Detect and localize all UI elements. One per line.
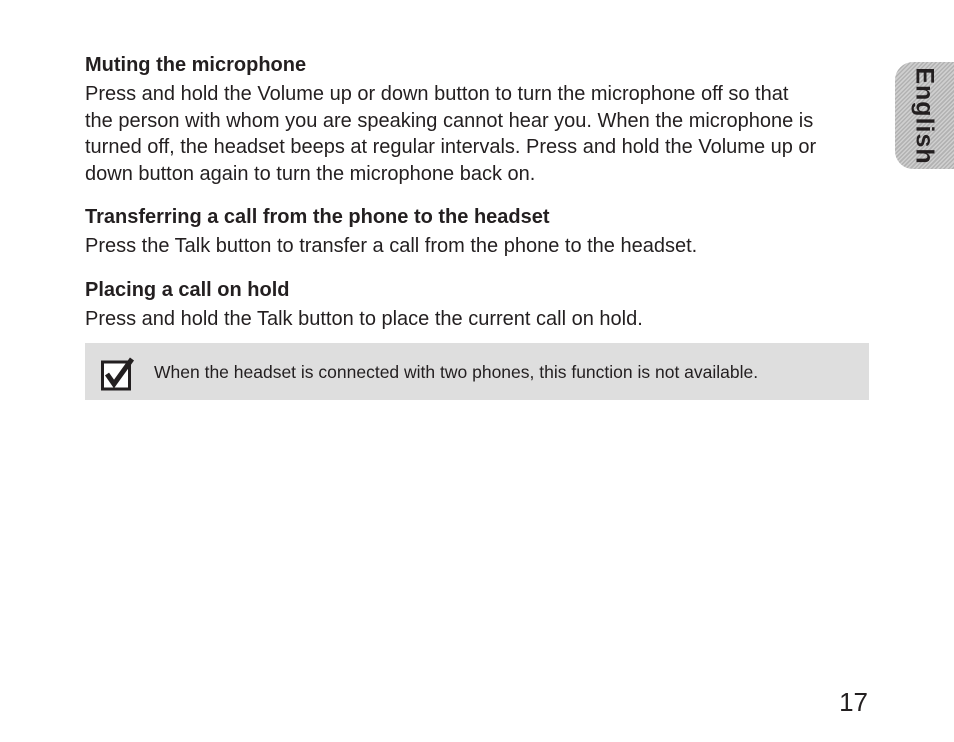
section-muting: [85, 52, 875, 187]
body-line: down button again to turn the microphone back on.: [85, 162, 536, 185]
section-hold: [85, 277, 875, 333]
section-title: Transferring a call from the phone to the headset: [85, 206, 550, 228]
note-box: [85, 343, 869, 400]
body-line: turned off, the headset beeps at regular intervals. Press and hold the Volume up or: [85, 136, 817, 158]
body-line: Press the Talk button to transfer a call from the phone to the headset.: [85, 235, 698, 257]
section-title: Muting the microphone: [85, 54, 307, 76]
body-line: Press and hold the Talk button to place the current call on hold.: [85, 308, 643, 330]
section-title: Placing a call on hold: [85, 279, 290, 301]
section-transferring: [85, 204, 875, 260]
page-number: 17: [839, 687, 868, 717]
language-label: English: [910, 67, 939, 165]
note-text: When the headset is connected with two phones, this function is not available.: [154, 362, 759, 382]
section-body: [85, 81, 875, 187]
body-line: Press and hold the Volume up or down button to turn the microphone off so that: [85, 83, 789, 105]
section-body: [85, 306, 875, 333]
checkbox-check-icon: [101, 357, 135, 391]
section-body: [85, 233, 875, 260]
language-tab: [895, 62, 954, 169]
body-line: the person with whom you are speaking cannot hear you. When the microphone is: [85, 109, 814, 132]
